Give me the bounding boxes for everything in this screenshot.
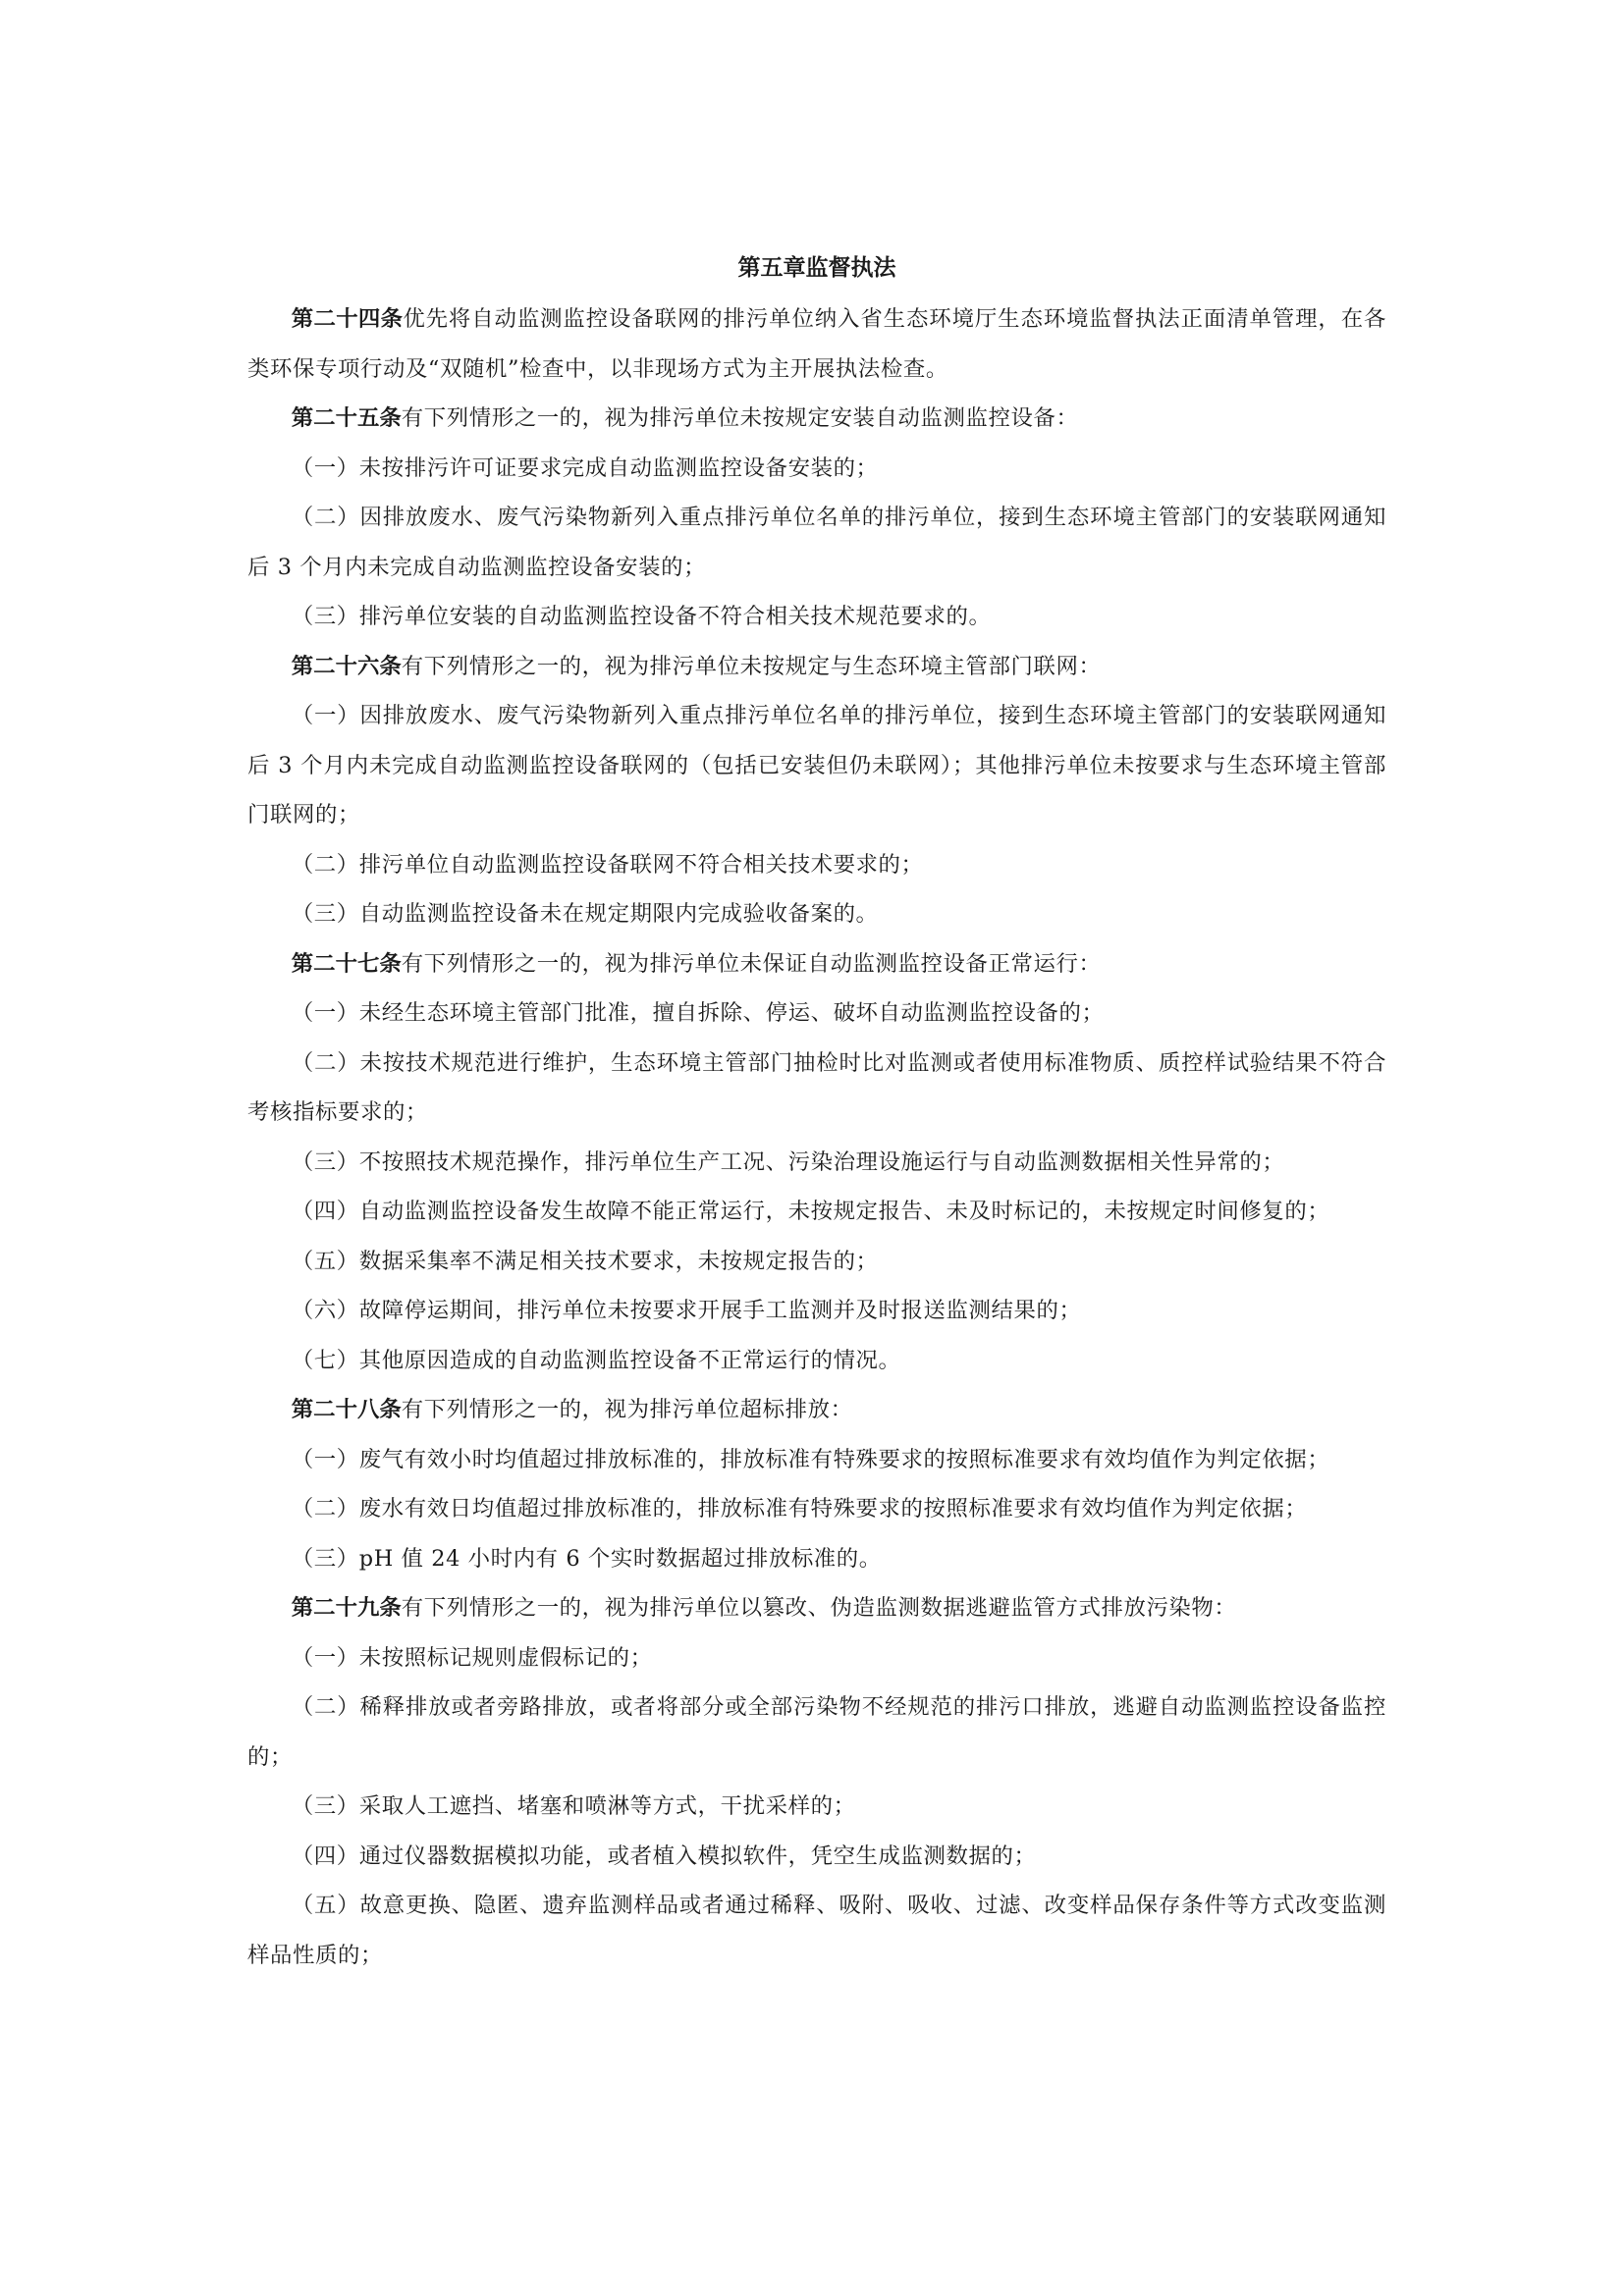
article-25-text: 有下列情形之一的，视为排污单位未按规定安装自动监测监控设备： <box>401 405 1079 431</box>
article-28-label: 第二十八条 <box>291 1397 402 1422</box>
article-26-label: 第二十六条 <box>291 653 402 679</box>
article-29-item-4: （四）通过仪器数据模拟功能，或者植入模拟软件，凭空生成监测数据的； <box>291 1842 1037 1869</box>
article-27-item-1: （一）未经生态环境主管部门批准，擅自拆除、停运、破坏自动监测监控设备的； <box>291 1000 1105 1026</box>
article-27-item-4: （四）自动监测监控设备发生故障不能正常运行，未按规定报告、未及时标记的，未按规定时间修复的； <box>291 1199 1330 1224</box>
article-26-item-3: （三）自动监测监控设备未在规定期限内完成验收备案的。 <box>291 901 879 927</box>
article-25 <box>247 394 1386 444</box>
article-28-item-1: （一）废气有效小时均值超过排放标准的，排放标准有特殊要求的按照标准要求有效均值作为判定依据； <box>291 1446 1330 1472</box>
article-25-item-2: （二）因排放废水、废气污染物新列入重点排污单位名单的排污单位，接到生态环境主管部门的安装联网通知后 3 个月内未完成自动监测监控设备安装的； <box>247 505 1386 580</box>
article-24 <box>247 294 1386 394</box>
article-29-item-1: （一）未按照标记规则虚假标记的； <box>291 1644 653 1671</box>
article-28 <box>247 1385 1386 1435</box>
article-28-item-2: （二）废水有效日均值超过排放标准的，排放标准有特殊要求的按照标准要求有效均值作为判定依据； <box>291 1496 1308 1522</box>
article-25-label: 第二十五条 <box>291 405 402 431</box>
article-27-item-6: （六）故障停运期间，排污单位未按要求开展手工监测并及时报送监测结果的； <box>291 1298 1082 1323</box>
article-27-text: 有下列情形之一的，视为排污单位未保证自动监测监控设备正常运行： <box>401 950 1102 977</box>
article-26-item-2: （二）排污单位自动监测监控设备联网不符合相关技术要求的； <box>291 851 924 878</box>
article-29-item-5: （五）故意更换、隐匿、遗弃监测样品或者通过稀释、吸附、吸收、过滤、改变样品保存条件等方式改变监测样品性质的； <box>247 1893 1386 1968</box>
article-27-label: 第二十七条 <box>291 950 402 977</box>
article-29-item-3: （三）采取人工遮挡、堵塞和喷淋等方式，干扰采样的； <box>291 1793 856 1819</box>
article-27-item-7: （七）其他原因造成的自动监测监控设备不正常运行的情况。 <box>291 1347 901 1373</box>
article-25-item-3: （三）排污单位安装的自动监测监控设备不符合相关技术规范要求的。 <box>291 604 992 629</box>
article-27-item-2: （二）未按技术规范进行维护，生态环境主管部门抽检时比对监测或者使用标准物质、质控样试验结果不符合考核指标要求的； <box>247 1049 1386 1125</box>
article-29 <box>247 1583 1386 1633</box>
document-page <box>247 245 1386 1980</box>
article-29-text: 有下列情形之一的，视为排污单位以篡改、伪造监测数据逃避监管方式排放污染物： <box>401 1595 1237 1621</box>
article-25-item-1: （一）未按排污许可证要求完成自动监测监控设备安装的； <box>291 454 879 481</box>
article-26 <box>247 642 1386 692</box>
article-29-label: 第二十九条 <box>291 1595 402 1621</box>
article-27-item-5: （五）数据采集率不满足相关技术要求，未按规定报告的； <box>291 1248 879 1274</box>
article-27 <box>247 939 1386 989</box>
article-24-label: 第二十四条 <box>291 306 404 332</box>
article-27-item-3: （三）不按照技术规范操作，排污单位生产工况、污染治理设施运行与自动监测数据相关性异常的； <box>291 1148 1285 1175</box>
article-26-item-1: （一）因排放废水、废气污染物新列入重点排污单位名单的排污单位，接到生态环境主管部门的安装联网通知后 3 个月内未完成自动监测监控设备联网的（包括已安装但仍未联网）；其他排污单位未按要求与生态环境主管部门联网的； <box>247 703 1386 828</box>
article-24-text: 优先将自动监测监控设备联网的排污单位纳入省生态环境厅生态环境监督执法正面清单管理，在各类环保专项行动及“双随机”检查中，以非现场方式为主开展执法检查。 <box>247 306 1386 382</box>
article-28-text: 有下列情形之一的，视为排污单位超标排放： <box>401 1397 853 1422</box>
article-26-text: 有下列情形之一的，视为排污单位未按规定与生态环境主管部门联网： <box>401 653 1102 679</box>
article-28-item-3: （三）pH 值 24 小时内有 6 个实时数据超过排放标准的。 <box>291 1545 882 1572</box>
article-29-item-2: （二）稀释排放或者旁路排放，或者将部分或全部污染物不经规范的排污口排放，逃避自动监测监控设备监控的； <box>247 1694 1386 1770</box>
chapter-title: 第五章监督执法 <box>737 255 896 281</box>
